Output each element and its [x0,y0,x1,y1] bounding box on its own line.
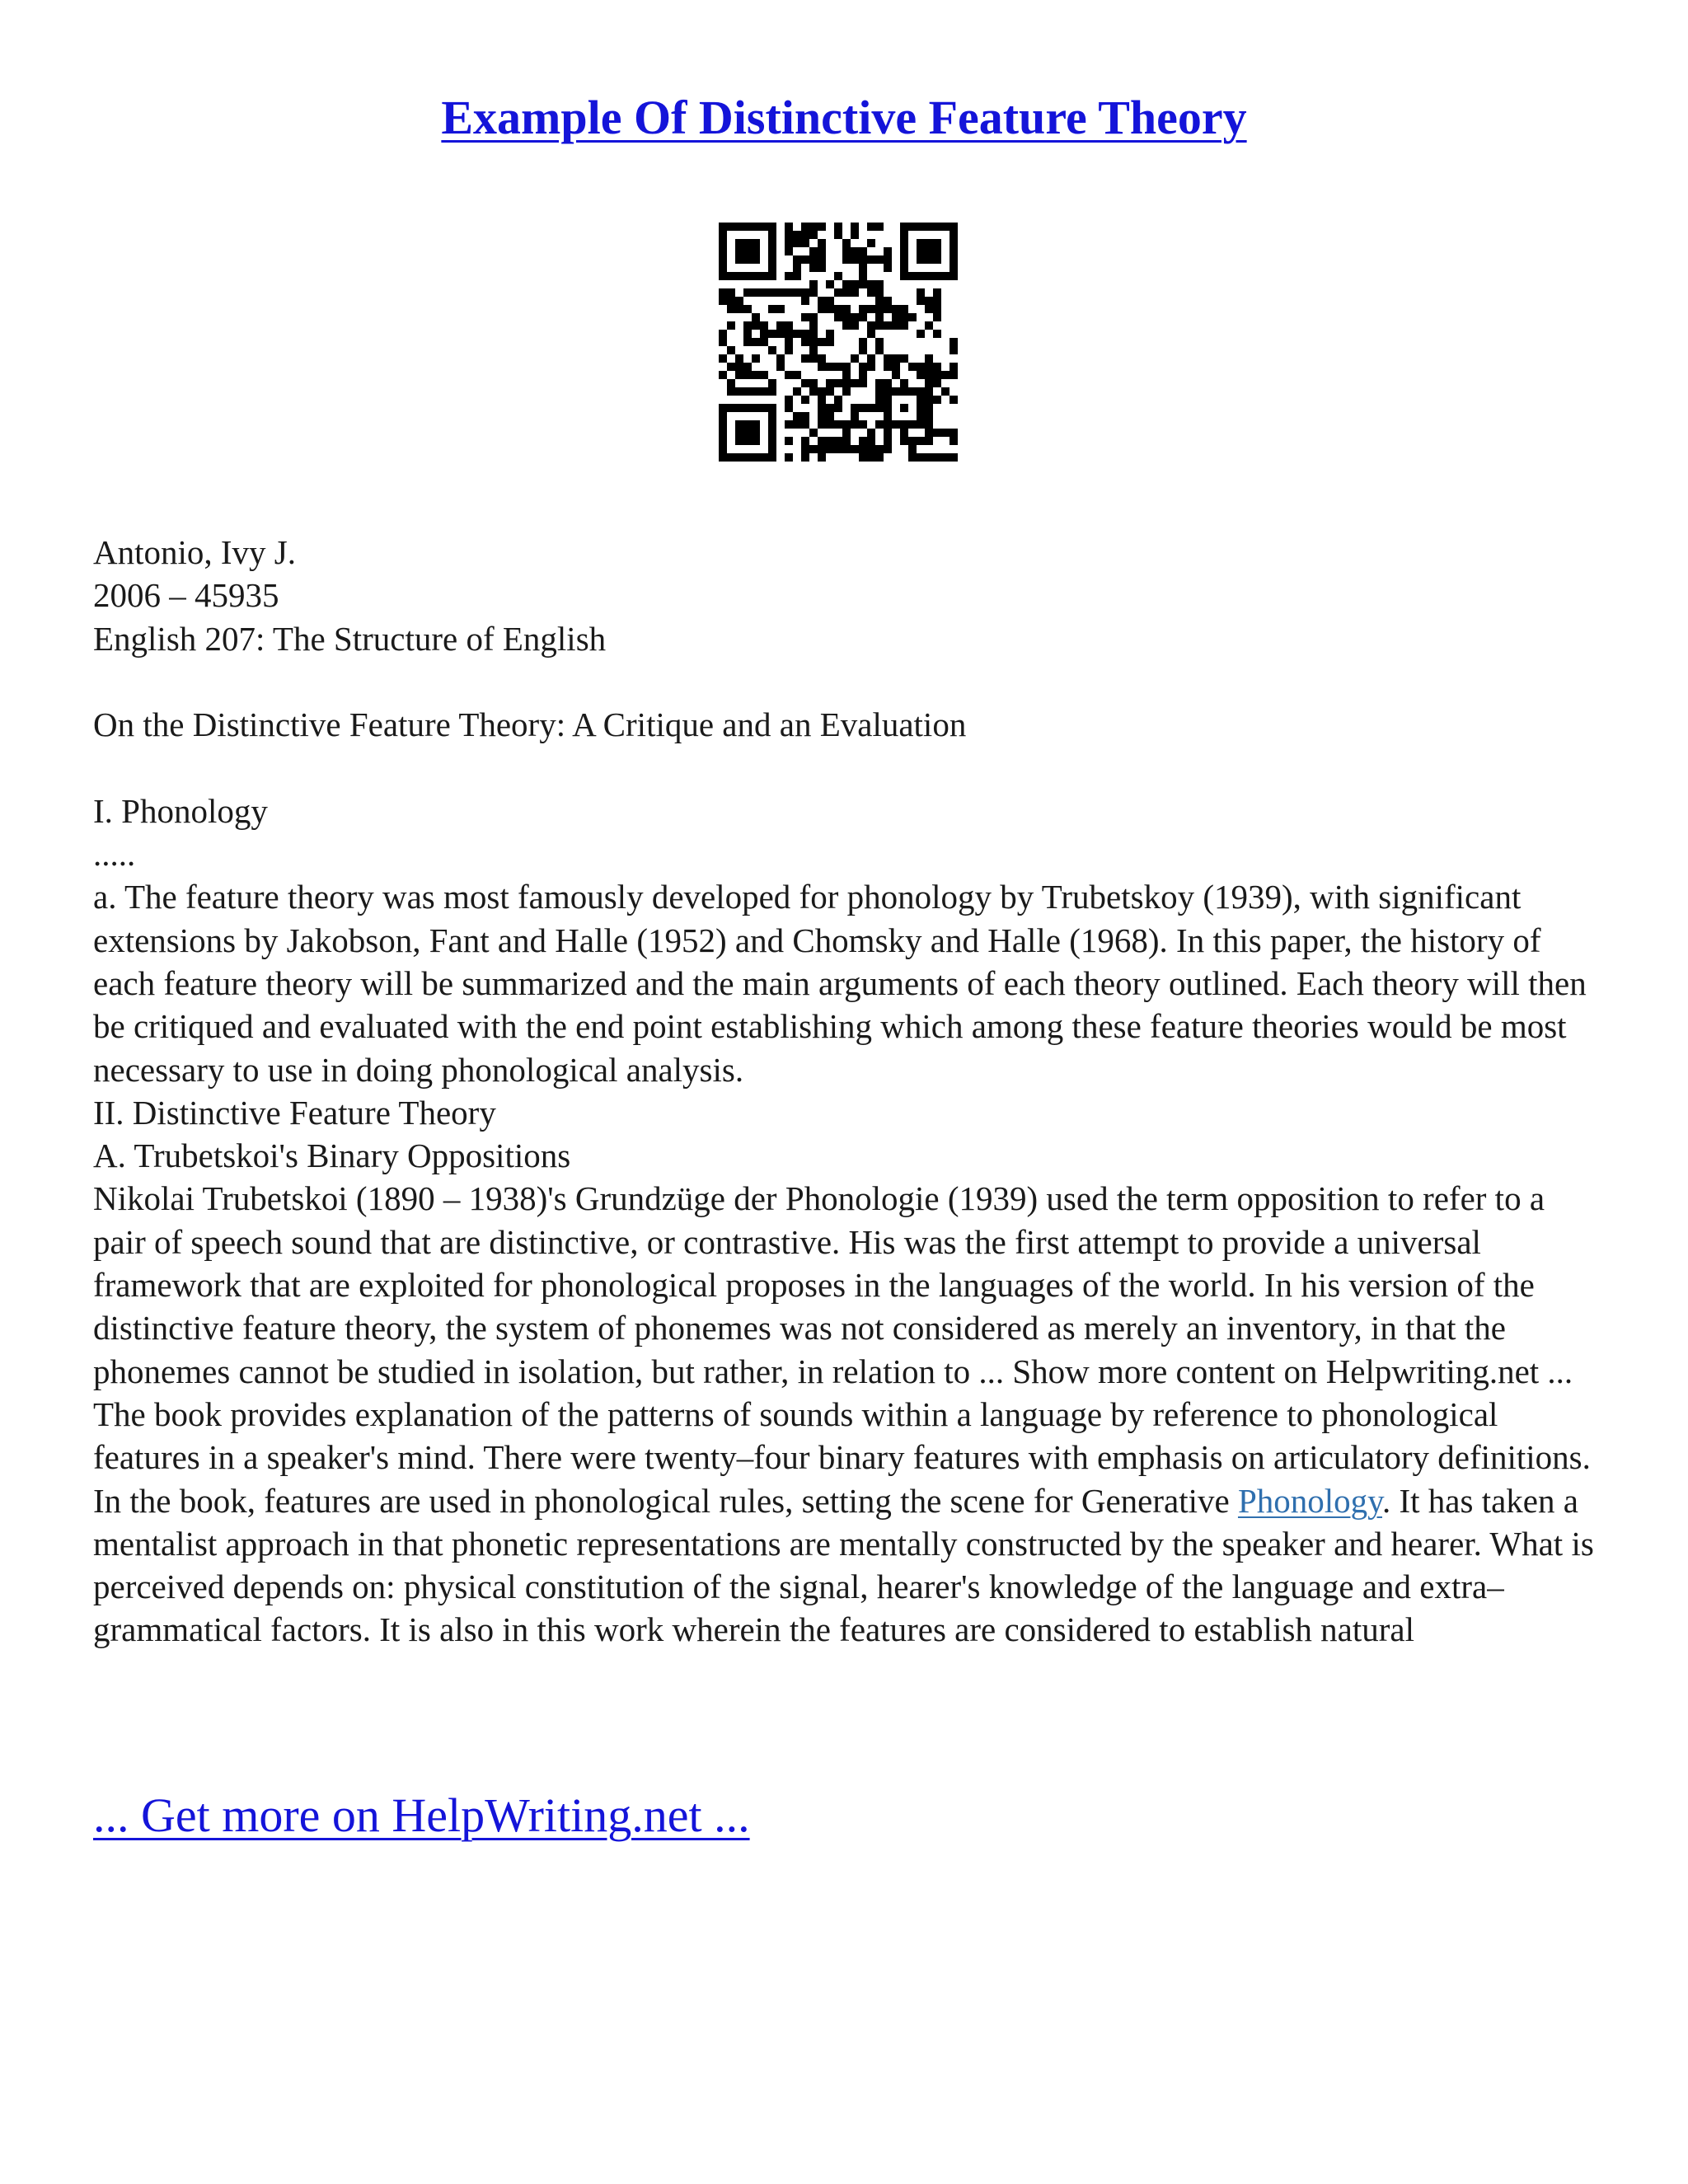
ellipsis-line: ..... [93,835,136,874]
paragraph-book-text-end: . It has taken a mentalist approach in that phonetic representations are mentally constructed by the speaker and hearer. What is perceived depends on: physical constitution of the signal, hearer's knowledge of the language and extra–grammatical factors. It is also in this work wherein the features are considered to establish natural [93,1481,1603,1649]
subsection-heading-trubetskoi: A. Trubetskoi's Binary Oppositions [93,1137,571,1175]
section-heading-phonology: I. Phonology [93,791,268,830]
section-heading-dft: II. Distinctive Feature Theory [93,1093,496,1132]
phonology-link[interactable]: Phonology [1237,1481,1382,1520]
essay-title: On the Distinctive Feature Theory: A Critique and an Evaluation [93,705,967,744]
get-more-link[interactable]: ... Get more on HelpWriting.net ... [93,1788,750,1842]
paragraph-trubetskoi: Nikolai Trubetskoi (1890 – 1938)'s Grundzüge der Phonologie (1939) used the term opposition to refer to a pair of speech sound that are distinctive, or contrastive. His was the first attempt to provide a universal framework that are exploited for phonological proposes in the languages of the world. In his version of the distinctive feature theory, the system of phonemes was not considered as merely an inventory, in that the phonemes cannot be studied in isolation, but rather, in relation to ... Show more content on Helpwriting.net ... [93,1179,1573,1390]
document-body [93,531,1601,1652]
page-title [0,89,1688,147]
spacer [93,746,1601,789]
title-link[interactable]: Example Of Distinctive Feature Theory [441,91,1247,144]
qr-code-icon [719,223,958,462]
paragraph-book-text-start: The book provides explanation of the patterns of sounds within a language by reference to phonological features in a speaker's mind. There were twenty–four binary features with emphasis on articulatory definitions. In the book, features are used in phonological rules, setting the scene for Generative [93,1394,1600,1520]
paragraph-book [93,1393,1601,1652]
student-id: 2006 – 45935 [93,576,279,615]
paragraph-a: a. The feature theory was most famously developed for phonology by Trubetskoy (1939), with significant extensions by Jakobson, Fant and Halle (1952) and Chomsky and Halle (1968). In this paper, the history of each feature theory will be summarized and the main arguments of each theory outlined. Each theory will then be critiqued and evaluated with the end point establishing which among these feature theories would be most necessary to use in doing phonological analysis. [93,878,1595,1089]
author-name: Antonio, Ivy J. [93,533,296,571]
course-name: English 207: The Structure of English [93,619,607,658]
spacer [93,660,1601,703]
